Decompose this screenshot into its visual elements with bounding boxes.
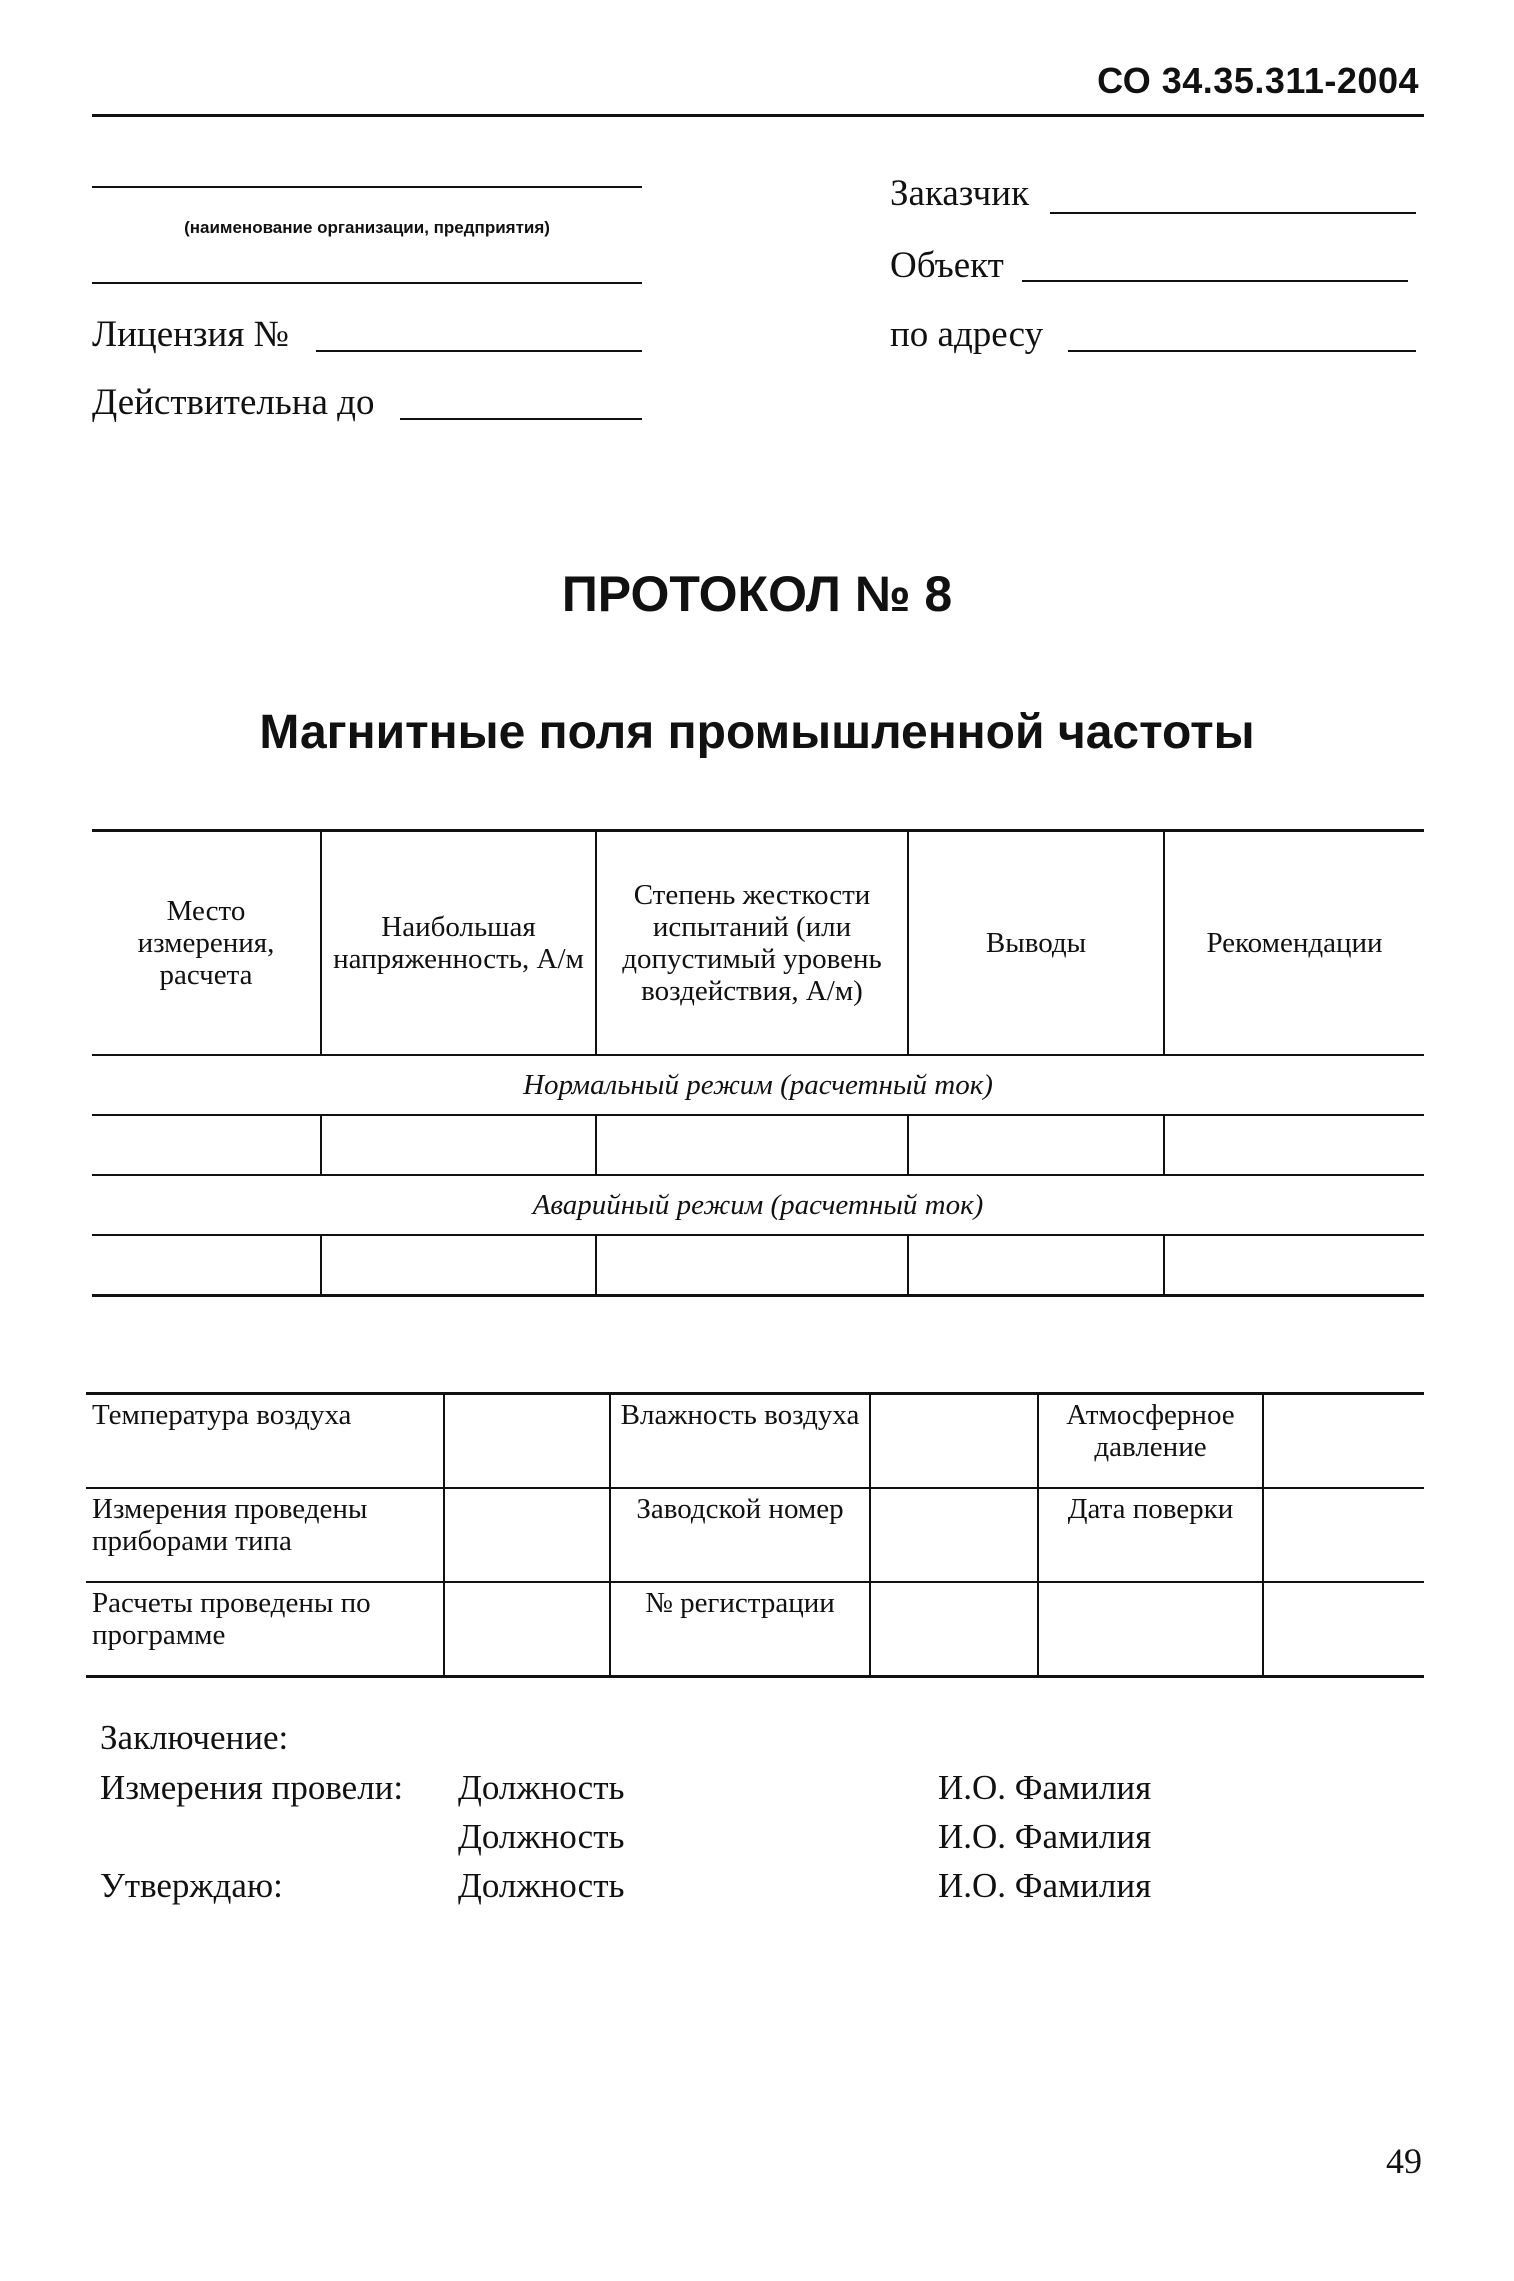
- valid-until-label: Действительна до: [92, 382, 375, 423]
- table-cell[interactable]: [1164, 1235, 1424, 1296]
- organization-caption: (наименование организации, предприятия): [184, 218, 550, 237]
- customer-label: Заказчик: [890, 173, 1030, 214]
- section-label: Аварийный режим (расчетный ток): [92, 1175, 1424, 1235]
- position-3: Должность: [458, 1866, 625, 1905]
- verification-date-value[interactable]: [1263, 1488, 1424, 1582]
- object-field[interactable]: [1022, 280, 1408, 282]
- valid-until-field[interactable]: [400, 418, 642, 420]
- registration-number-value[interactable]: [870, 1582, 1038, 1677]
- document-number: СО 34.35.311-2004: [1097, 60, 1419, 101]
- air-temperature-label: Температура воздуха: [86, 1394, 444, 1489]
- column-header: Рекомендации: [1164, 831, 1424, 1056]
- table-cell[interactable]: [596, 1115, 908, 1175]
- table-cell[interactable]: [596, 1235, 908, 1296]
- table-cell[interactable]: [908, 1235, 1164, 1296]
- conditions-table: [86, 1392, 1424, 1678]
- measured-by-label: Измерения провели:: [100, 1768, 404, 1807]
- conclusion-label: Заключение:: [100, 1718, 289, 1757]
- license-label: Лицензия №: [92, 314, 289, 355]
- atmospheric-pressure-label: Атмосферное давление: [1038, 1394, 1263, 1489]
- instrument-type-value[interactable]: [444, 1488, 610, 1582]
- table-cell[interactable]: [908, 1115, 1164, 1175]
- column-header: Степень жесткости испытаний (или допустимый уровень воздействия, А/м): [596, 831, 908, 1056]
- header-divider: [92, 114, 1424, 117]
- calculation-program-value[interactable]: [444, 1582, 610, 1677]
- table-cell[interactable]: [1164, 1115, 1424, 1175]
- signer-name-3: И.О. Фамилия: [938, 1866, 1152, 1905]
- air-humidity-label: Влажность воздуха: [610, 1394, 870, 1489]
- table-cell[interactable]: [1263, 1582, 1424, 1677]
- air-humidity-value[interactable]: [870, 1394, 1038, 1489]
- table-row: [86, 1582, 1424, 1677]
- serial-number-label: Заводской номер: [610, 1488, 870, 1582]
- table-header-row: [92, 831, 1424, 1056]
- measurements-table: [92, 829, 1424, 1297]
- page-number: 49: [1386, 2141, 1422, 2181]
- section-row-normal-mode: [92, 1055, 1424, 1115]
- air-temperature-value[interactable]: [444, 1394, 610, 1489]
- table-row: [86, 1394, 1424, 1489]
- column-header: Наибольшая напряженность, А/м: [321, 831, 596, 1056]
- organization-name-field[interactable]: [92, 186, 642, 188]
- table-cell[interactable]: [92, 1115, 321, 1175]
- address-field[interactable]: [1068, 350, 1416, 352]
- license-number-field[interactable]: [316, 350, 642, 352]
- protocol-title: ПРОТОКОЛ № 8: [561, 566, 953, 622]
- instrument-type-label: Измерения проведены приборами типа: [86, 1488, 444, 1582]
- verification-date-label: Дата поверки: [1038, 1488, 1263, 1582]
- table-cell[interactable]: [1038, 1582, 1263, 1677]
- calculation-program-label: Расчеты проведены по программе: [86, 1582, 444, 1677]
- signer-name-2: И.О. Фамилия: [938, 1817, 1152, 1856]
- signer-name-1: И.О. Фамилия: [938, 1768, 1152, 1807]
- table-row: [92, 1235, 1424, 1296]
- table-cell[interactable]: [321, 1235, 596, 1296]
- serial-number-value[interactable]: [870, 1488, 1038, 1582]
- section-row-emergency-mode: [92, 1175, 1424, 1235]
- column-header: Выводы: [908, 831, 1164, 1056]
- position-2: Должность: [458, 1817, 625, 1856]
- section-label: Нормальный режим (расчетный ток): [92, 1055, 1424, 1115]
- table-row: [92, 1115, 1424, 1175]
- address-label: по адресу: [890, 314, 1044, 355]
- position-1: Должность: [458, 1768, 625, 1807]
- object-label: Объект: [890, 245, 1004, 286]
- customer-field[interactable]: [1050, 212, 1416, 214]
- column-header: Место измерения, расчета: [92, 831, 321, 1056]
- approve-label: Утверждаю:: [100, 1866, 283, 1905]
- registration-number-label: № регистрации: [610, 1582, 870, 1677]
- table-cell[interactable]: [321, 1115, 596, 1175]
- organization-name-field-line-2[interactable]: [92, 282, 642, 284]
- table-cell[interactable]: [92, 1235, 321, 1296]
- atmospheric-pressure-value[interactable]: [1263, 1394, 1424, 1489]
- table-row: [86, 1488, 1424, 1582]
- protocol-subtitle: Магнитные поля промышленной частоты: [259, 706, 1255, 759]
